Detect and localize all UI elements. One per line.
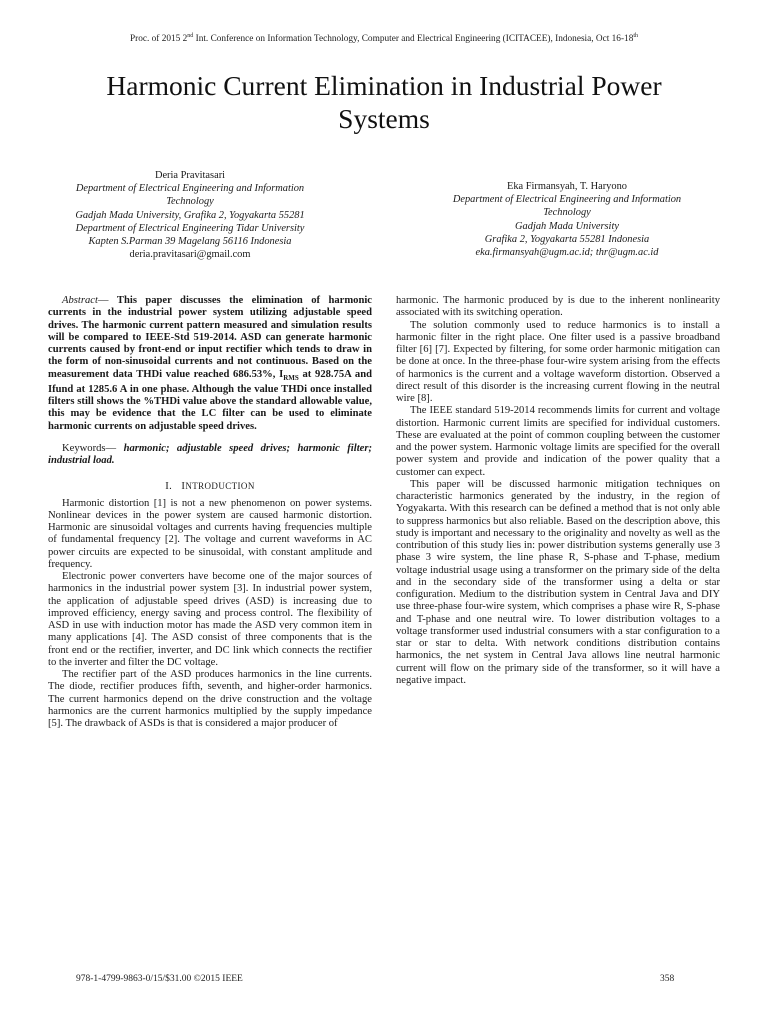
footer-copyright: 978-1-4799-9863-0/15/$31.00 ©2015 IEEE bbox=[76, 974, 243, 984]
header-text-pre: Proc. of 2015 2 bbox=[129, 34, 188, 45]
header-sup-th: th bbox=[633, 33, 639, 39]
author-2-name: Eka Firmansyah, T. Haryono bbox=[507, 181, 627, 192]
right-paragraph-3: The IEEE standard 519-2014 recommends limits for current and voltage distortion. Harmonic current limits are specified for individual customers. These are evaluated at the point of common coupling between the customer and the power system. Harmonic voltage limits are specified for the overall power system and provide and indication of the power quality that a customer can expect. bbox=[396, 405, 720, 478]
author-2-affil-2: Gadjah Mada University bbox=[515, 220, 619, 232]
author-2-affil-3: Grafika 2, Yogyakarta 55281 Indonesia bbox=[484, 233, 650, 245]
page-number: 358 bbox=[660, 974, 675, 984]
right-column bbox=[396, 295, 720, 687]
section-heading-introduction bbox=[48, 480, 372, 493]
author-1-affil-2: Gadjah Mada University, Grafika 2, Yogyakarta 55281 bbox=[75, 209, 305, 221]
keywords-label: Keywords— bbox=[62, 442, 124, 454]
abstract-text-1: This paper discusses the elimination of harmonic currents in the industrial power system utilizing adjustable speed drives. The harmonic current pattern measured and simulation results will be compared to IEEE-Std 519-2014. ASD can generate harmonic currents caused by front-end or input rectifier which tends to draw in the form of non-sinusoidal currents and not continuous. Based on the measurement data THDi value reached 686.53%, I bbox=[48, 295, 373, 380]
abstract-dash: — bbox=[97, 295, 117, 306]
author-1-affil-1b: Technology bbox=[166, 196, 214, 208]
left-paragraph-2: Electronic power converters have become one of the major sources of harmonics in the industrial power system [3]. In industrial power system, the application of adjustable speed drives (ASD) is increasing due to improved efficiency, energy saving and process control. The flexibility of ASD in use with induction motor has made the ASD very common item in many applications [4]. The ASD consist of three components that is the front end or the rectifier, inverter, and DC link which connects the rectifier to the inverter and filter the DC voltage. bbox=[48, 571, 372, 668]
author-1-name: Deria Pravitasari bbox=[154, 170, 226, 181]
header-sup-nd: nd bbox=[187, 33, 194, 39]
abstract bbox=[48, 295, 372, 433]
author-block-1 bbox=[30, 169, 350, 261]
paper-title: Harmonic Current Elimination in Industrial Power Systems bbox=[106, 70, 662, 134]
section-number: I. bbox=[165, 481, 173, 493]
author-2-affil-1a: Department of Electrical Engineering and Information bbox=[452, 194, 682, 206]
abstract-text-2: at 928.75A and Ifund at 1285.6 A in one phase. Although the value THDi once installed filters still shows the %THDi value above the standard allowable value, this may be evidence that the LC filter can be used to eliminate harmonic currents on adjustable speed drives. bbox=[48, 368, 372, 432]
author-block-2 bbox=[392, 180, 742, 259]
author-1-affil-3: Department of Electrical Engineering Tidar University bbox=[75, 222, 305, 234]
right-paragraph-4: This paper will be discussed harmonic mitigation techniques on characteristic harmonics generated by the industry, in the region of Yogyakarta. With this research can be defined a method that is not only able to suppress harmonics but also reliable. Based on the description above, this study is important and necessary to the originality and novelty as well as the contribution of this study lies in: power distribution systems generally use 3 phase 3 wire system, the line phase R, S-phase and T-phase, medium voltage industrial usage using a transformer on the primary side of the delta and in the secondary side of the transformer using a delta or star configuration. Medium to the distribution system in Central Java and DIY use three-phase four-wire system, which comprises a phase wire R, S-phase and T-phase and one neutral wire. To lower distribution voltages to a voltage transformer used industrial consumers with a star configuration to a star or star to delta. With network conditions distribution contains harmonics, the net system in Central Java allows line neutral harmonic current will flow on the primary side of the transformer, so it will have a negative impact. bbox=[396, 478, 720, 686]
running-header bbox=[0, 33, 768, 44]
section-title-rest: NTRODUCTION bbox=[185, 481, 255, 492]
keywords bbox=[48, 443, 372, 468]
author-1-affil-4: Kapten S.Parman 39 Magelang 56116 Indonesia bbox=[88, 236, 292, 248]
left-paragraph-1: Harmonic distortion [1] is not a new phenomenon on power systems. Nonlinear devices in the power system are caused harmonic distortion. Harmonic are sinusoidal voltages and currents having frequencies multiple of fundamental frequency [2]. The voltage and current waveforms in AC power circuits are expected to be sinusoidal, with constant amplitude and frequency. bbox=[48, 497, 372, 570]
section-title-first: I bbox=[181, 481, 186, 493]
header-text-mid: Int. Conference on Information Technology, Computer and Electrical Engineering (ICITACEE), Indonesia, Oct 16-18 bbox=[193, 34, 634, 45]
author-2-affil-1b: Technology bbox=[543, 207, 591, 219]
author-1-email: deria.pravitasari@gmail.com bbox=[129, 249, 251, 261]
keywords-text: harmonic; adjustable speed drives; harmonic filter; industrial load. bbox=[48, 442, 372, 467]
left-column bbox=[48, 295, 372, 730]
left-paragraph-3: The rectifier part of the ASD produces harmonics in the line currents. The diode, rectifier produces fifth, seventh, and higher-order harmonics. The current harmonics depend on the drive construction and the voltage harmonics are the current harmonics multiplied by the supply impedance [5]. The drawback of ASDs is that is considered a major producer of bbox=[48, 669, 372, 730]
right-paragraph-2: The solution commonly used to reduce harmonics is to install a harmonic filter in the right place. One filter used is a passive broadband filter [6] [7]. Expected by filtering, for some order harmonic mitigation can be done at once. In the three-phase four-wire system arising from the effects of harmonics is the current and a voltage waveform distortion. Observed a direct result of this disorder is the increasing current flowing in the neutral wire [8]. bbox=[396, 319, 720, 404]
abstract-sub-rms: RMS bbox=[283, 373, 299, 382]
author-1-affil-1a: Department of Electrical Engineering and Information bbox=[75, 183, 305, 195]
abstract-label: Abstract bbox=[62, 295, 98, 306]
author-2-email: eka.firmansyah@ugm.ac.id; thr@ugm.ac.id bbox=[475, 247, 659, 259]
right-paragraph-1: harmonic. The harmonic produced by is due to the inherent nonlinearity associated with its switching operation. bbox=[396, 295, 720, 319]
